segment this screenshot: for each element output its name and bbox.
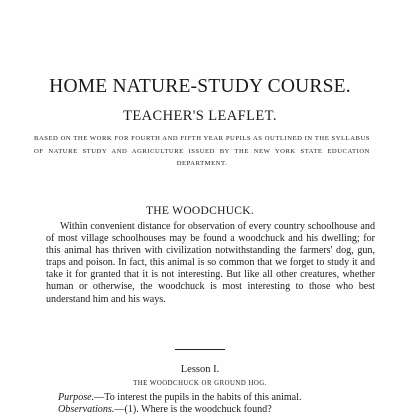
purpose-label: Purpose.	[58, 392, 95, 403]
intro-note: BASED ON THE WORK FOR FOURTH AND FIFTH YEAR PUPILS AS OUTLINED IN THE SYLLABUS OF NATURE STUDY AND AGRICULTURE ISSUED BY THE NEW YORK STATE EDUCATION DEPARTMENT.	[34, 135, 370, 167]
observations-label: Observations.	[58, 404, 115, 415]
lesson-heading: Lesson I.	[180, 364, 220, 375]
purpose-line	[58, 392, 301, 403]
page-subtitle: TEACHER'S LEAFLET.	[123, 108, 277, 124]
section-divider	[175, 349, 225, 350]
lesson-subheading: THE WOODCHUCK OR GROUND HOG.	[133, 380, 267, 387]
observations-text: —(1). Where is the woodchuck found?	[114, 404, 272, 415]
section-paragraph: Within convenient distance for observation of every country schoolhouse and of most village schoolhouses may be found a woodchuck and his dwelling; for this animal has thriven with civilization notwithstanding the farmers' dog, gun, traps and poison. In fact, this animal is so common that we forget to study it and take it for granted that it is not interesting. But like all other creatures, whether human or otherwise, the woodchuck is most interesting to those who best understand him and his ways.	[46, 221, 375, 305]
purpose-text: —To interest the pupils in the habits of this animal.	[94, 392, 302, 403]
section-title: THE WOODCHUCK.	[145, 205, 255, 217]
page-title: HOME NATURE-STUDY COURSE.	[49, 76, 351, 97]
observations-line	[58, 404, 272, 415]
